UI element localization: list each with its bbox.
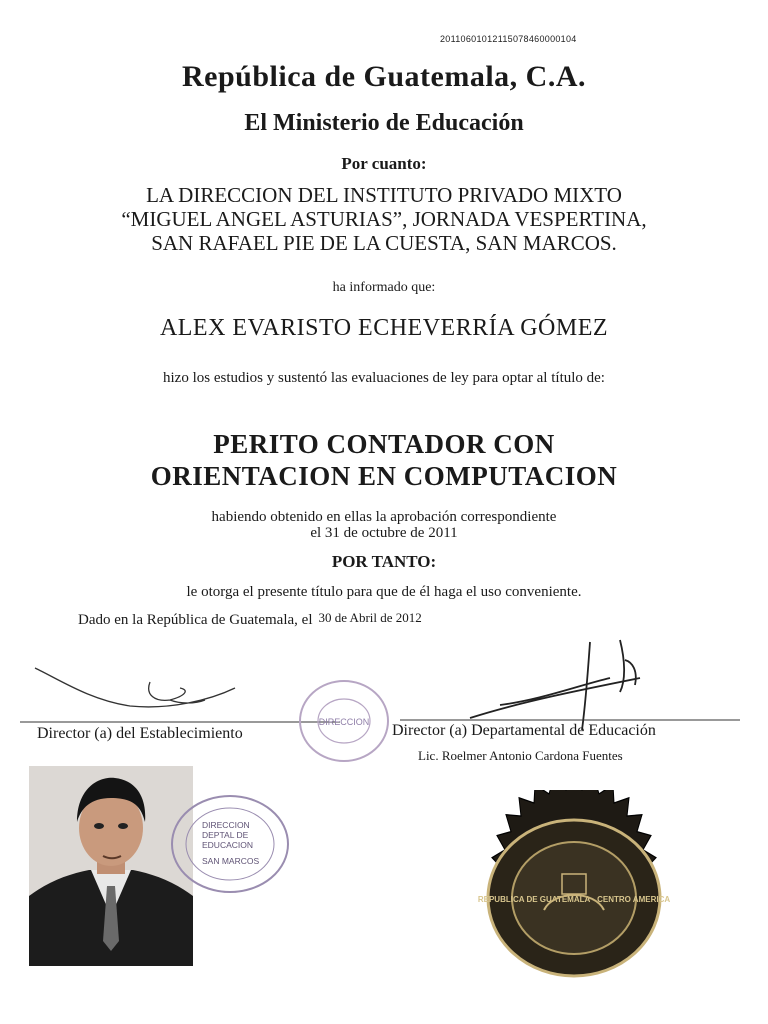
left-signature <box>35 668 235 707</box>
serial-number: 20110601012115078460000104 <box>440 34 577 44</box>
por-tanto-heading: POR TANTO: <box>331 552 437 571</box>
por-cuanto-heading: Por cuanto: <box>341 154 427 173</box>
seal-text: REPUBLICA DE GUATEMALA · CENTRO AMERICA <box>477 895 671 904</box>
right-signer-name: Lic. Roelmer Antonio Cardona Fuentes <box>418 748 623 763</box>
dept-stamp-line-3: EDUCACION <box>202 840 254 850</box>
given-text: Dado en la República de Guatemala, el <box>78 612 313 628</box>
institute-round-stamp <box>296 678 392 764</box>
dept-stamp-line-2: DEPTAL DE <box>202 830 249 840</box>
institution-line-3: SAN RAFAEL PIE DE LA CUESTA, SAN MARCOS. <box>151 231 617 255</box>
studies-text: hizo los estudios y sustentó las evaluaciones de ley para optar al título de: <box>163 370 605 386</box>
institution-line-1: LA DIRECCION DEL INSTITUTO PRIVADO MIXTO <box>146 183 622 207</box>
right-signature <box>470 640 640 730</box>
country-heading: República de Guatemala, C.A. <box>182 60 586 93</box>
student-name: ALEX EVARISTO ECHEVERRÍA GÓMEZ <box>159 315 609 341</box>
right-role-label: Director (a) Departamental de Educación <box>392 722 656 739</box>
degree-line-2: ORIENTACION EN COMPUTACION <box>150 461 618 491</box>
approval-block <box>0 509 768 541</box>
left-role-label: Director (a) del Establecimiento <box>37 725 243 742</box>
degree-title <box>0 428 768 492</box>
round-stamp-center-text: DIRECCION <box>318 717 370 727</box>
institution-line-2: “MIGUEL ANGEL ASTURIAS”, JORNADA VESPERTINA, <box>121 207 647 231</box>
grant-text: le otorga el presente título para que de él haga el uso conveniente. <box>186 584 582 600</box>
approval-line-1: habiendo obtenido en ellas la aprobación correspondiente <box>211 509 557 525</box>
ministry-heading: El Ministerio de Educación <box>244 110 524 136</box>
departmental-stamp <box>168 792 292 896</box>
gold-seal <box>442 790 706 1002</box>
given-date: 30 de Abril de 2012 <box>318 610 422 625</box>
dept-stamp-line-1: DIRECCION <box>202 820 250 830</box>
ha-informado-text: ha informado que: <box>332 280 436 295</box>
institution-block <box>0 183 768 255</box>
degree-line-1: PERITO CONTADOR CON <box>213 429 555 459</box>
dept-stamp-line-4: SAN MARCOS <box>202 856 260 866</box>
approval-line-2: el 31 de octubre de 2011 <box>310 525 458 541</box>
given-line <box>78 612 422 629</box>
